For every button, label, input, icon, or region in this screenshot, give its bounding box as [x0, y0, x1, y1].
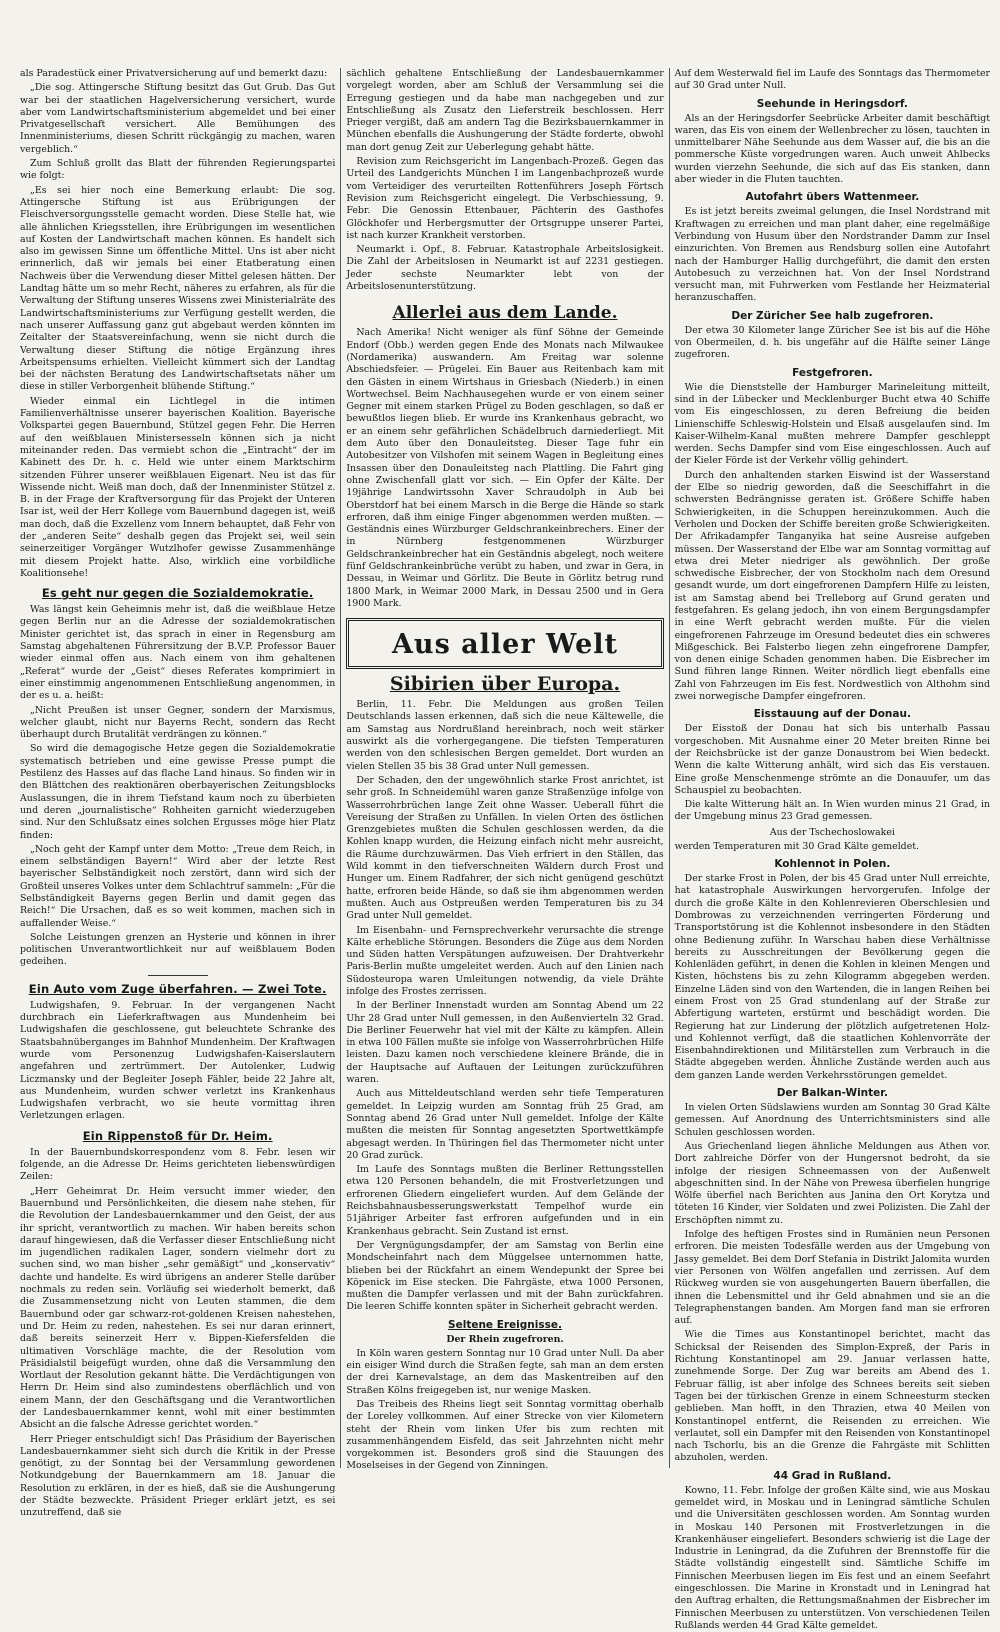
- article-subheading: Aus der Tschechoslowakei: [769, 826, 895, 838]
- paragraph: Auch aus Mitteldeutschland werden sehr tiefe Temperaturen gemeldet. In Leipzig wurden am Sonntag früh 25 Grad, am Sonntag abend 26 Grad unter Null gemeldet. Infolge der Kälte mußten die meisten für Sonntag angesetzten Sportwettkämpfe abgesagt werden. In Thüringen fiel das Thermometer nicht unter 20 Grad zurück.: [346, 1088, 664, 1161]
- article-heading: Der Züricher See halb zugefroren.: [731, 309, 934, 322]
- paragraph: Der Eisstoß der Donau hat sich bis unterhalb Passau vorgeschoben. Mit Ausnahme einer 20 Meter breiten Rinne bei der Reichsbrücke ist der ganze Donaustrom bei Wien bedeckt. Wenn die kalte Witterung anhält, wird sich das Eis verstauen. Eine große Menschenmenge strömte an die Donauufer, um das Schauspiel zu beobachten.: [674, 723, 991, 796]
- paragraph: „Nicht Preußen ist unser Gegner, sondern der Marxismus, welcher glaubt, nicht nur Bayerns Recht, sondern das Recht überhaupt durch Brutalität verdrängen zu können.“: [20, 704, 336, 741]
- article-heading: Eisstauung auf der Donau.: [753, 708, 911, 721]
- column-3: [674, 68, 991, 1631]
- paragraph: Was längst kein Geheimnis mehr ist, daß die weißblaue Hetze gegen Berlin nur an die Adresse der sozialdemokratischen Minister gerichtet ist, das sprach in einer in Regensburg am Samstag abgehaltenen Führersitzung der B.V.P. Professor Bauer wieder einmal offen aus. Nach einem von ihm gehaltenen „Referat“ wurde der „Geist“ dieses Referates komprimiert in einer einstimmig angenommenen Entschließung angenommen, in der es u. a. heißt:: [20, 604, 336, 702]
- paragraph: Herr Prieger entschuldigt sich! Das Präsidium der Bayerischen Landesbauernkammer sieht sich durch die Kritik in der Presse genötigt, zu der Sonntag bei der Versammlung gewordenen Notkundgebung der Bauernkammern am 18. Januar die Resolution zu erklären, in der es hieß, daß sie die Aushungerung der Städte bezweckte. Präsident Prieger erklärt jetzt, es sei unzutreffend, daß sie: [20, 1433, 336, 1519]
- paragraph: Kowno, 11. Febr. Infolge der großen Kälte sind, wie aus Moskau gemeldet wird, in Moskau und in Leningrad sämtliche Schulen und die Universitäten geschlossen worden. Am Sonntag wurden in Moskau 140 Personen mit Frostverletzungen in die Krankenhäuser eingeliefert. Besonders schwierig ist die Lage der Industrie in Leningrad, da die Zufuhren der Brennstoffe für die Städte vollständig eingestellt sind. Sämtliche Schiffe im Finnischen Meerbusen liegen im Eis fest und an einem Seefahrt eingeschlossen. Die Marine in Kronstadt und in Leningrad hat den Auftrag erhalten, die Rettungsmaßnahmen der Eisbrecher im Finnischen Meerbusen zu unterstützen. Von verschiedenen Teilen Rußlands werden 44 Grad Kälte gemeldet.: [674, 1484, 991, 1631]
- paragraph: „Die sog. Attingersche Stiftung besitzt das Gut Grub. Das Gut war bei der staatlichen Hagelversicherung versichert, wurde aber vom Landwirtschaftsministerium abgemeldet und bei einer Privatgesellschaft versichert. Alle Bemühungen des Innenministeriums, diesen Schritt rückgängig zu machen, waren vergeblich.“: [20, 82, 336, 155]
- paragraph: Auf dem Westerwald fiel im Laufe des Sonntags das Thermometer auf 30 Grad unter Null.: [674, 68, 991, 92]
- paragraph: werden Temperaturen mit 30 Grad Kälte gemeldet.: [674, 840, 919, 852]
- article-heading: Kohlennot in Polen.: [774, 858, 891, 871]
- paragraph: In der Bauernbundskorrespondenz vom 8. Febr. lesen wir folgende, an die Adresse Dr. Heims gerichteten liebenswürdigen Zeilen:: [20, 1146, 336, 1183]
- section-title: Allerlei aus dem Lande.: [392, 303, 618, 324]
- article-heading: Der Balkan-Winter.: [776, 1087, 888, 1100]
- paragraph: Nach Amerika! Nicht weniger als fünf Söhne der Gemeinde Endorf (Obb.) werden gegen Ende des Monats nach Milwaukee (Nordamerika) auswandern. Am Freitag war solenne Abschiedsfeier. — Prügelei. Ein Bauer aus Reitenbach kam mit den Gästen in einem Wirtshaus in Griesbach (Niederb.) in einen Wortwechsel. Beim Nachhausegehen wurde er von einem seiner Gegner mit einem starken Prügel zu Boden geschlagen, so daß er bewußtlos liegen blieb. Er wurde ins Krankenhaus gebracht, wo er an einem sehr gefährlichen Schädelbruch darniederliegt. Mit dem Auto über den Donauleitsteg. Dieser Tage fuhr ein Autobesitzer von Vilshofen mit seinem Wagen in Begleitung eines Insassen über den Donauleitsteg nach Plattling. Die Fahrt ging ohne Zwischenfall glatt vor sich. — Ein Opfer der Kälte. Der 19jährige Landwirtssohn Xaver Schraudolph in Aub bei Oberstdorf hat bei einem Marsch in die Berge die Hände so stark erfroren, daß ihm einige Finger abgenommen werden mußten. — Geständnis eines Würzburger Geldschrankeinbrechers. Einer der in Nürnberg festgenommenen Würzburger Geldschrankeinbrecher hat ein Geständnis abgelegt, noch weitere fünf Geldschrankeinbrüche verübt zu haben, und zwar in Gera, in Dessau, in Weimar und Görlitz. Die Beute in Görlitz betrug rund 1800 Mark, in Weimar 2000 Mark, in Dessau 2500 und in Gera 1900 Mark.: [346, 327, 664, 609]
- paragraph: Neumarkt i. Opf., 8. Februar. Katastrophale Arbeitslosigkeit. Die Zahl der Arbeitslosen in Neumarkt ist auf 2231 gestiegen. Jeder sechste Neumarkter lebt von der Arbeitslosenunterstützung.: [346, 244, 664, 293]
- article-heading: Sibirien über Europa.: [389, 673, 621, 696]
- article-heading: Seehunde in Heringsdorf.: [756, 97, 908, 110]
- article-heading: Seltene Ereignisse.: [448, 1318, 562, 1331]
- paragraph: Revision zum Reichsgericht im Langenbach-Prozeß. Gegen das Urteil des Landgerichts München I im Langenbachprozeß wurde vom Verteidiger des verurteilten Rottenführers Joseph Förtsch Revision zum Reichsgericht eingelegt. Die Verbschiessung, 9. Febr. Die Genossin Ettenbauer, Pächterin des Gasthofes Glöckhofer und Herbergsmutter der Ortsgruppe unserer Partei, ist nach kurzer Krankheit verstorben.: [346, 156, 664, 241]
- paragraph: Der starke Frost in Polen, der bis 45 Grad unter Null erreichte, hat katastrophale Auswirkungen hervorgerufen. Infolge der durch die große Kälte in den Kohlenrevieren Oberschlesien und Dombrowas zu verzeichnenden verringerten Förderung und Transportstörung ist die Kohlennot insbesondere in den Städten ohne Bedienung zuführ. In Warschau haben diese Verhältnisse bereits zu Ausschreitungen der Bevölkerung gegen die Kohlenläden geführt, in denen die Kohlen in kleinen Mengen und Kisten, höchstens bis zu zehn Kilogramm abgegeben werden. Einzelne Läden sind von den Wartenden, die in langen Reihen bei einem Frost von 25 Grad stundenlang auf der Straße zur Abfertigung warteten, erstürmt und beschädigt worden. Die Regierung hat zur Linderung der plötzlich aufgetretenen Holz- und Kohlennot verfügt, daß die staatlichen Kohlenvorräte der Eisenbahndirektionen und Militärstellen zum Verbrauch in die Städte abgegeben werden. Ähnliche Zustände werden auch aus dem ganzen Lande werden Verkehrsstörungen gemeldet.: [674, 873, 991, 1081]
- paragraph: als Paradestück einer Privatversicherung auf und bemerkt dazu:: [20, 68, 328, 79]
- article-heading: Autofahrt übers Wattenmeer.: [745, 191, 920, 204]
- paragraph: Ludwigshafen, 9. Februar. In der vergangenen Nacht durchbrach ein Lieferkraftwagen aus Mundenheim bei Ludwigshafen die geschlossene, gut beleuchtete Schranke des Staatsbahnüberganges im Bahnhof Mundenheim. Der Kraftwagen wurde vom Personenzug Ludwigshafen-Kaiserslautern angefahren und zertrümmert. Der Autolenker, Ludwig Liczmansky und der Begleiter Joseph Fähler, beide 22 Jahre alt, aus Mundenheim, wurden schwer verletzt ins Krankenhaus Ludwigshafen verbracht, wo sie heute vormittag ihren Verletzungen erlagen.: [20, 999, 336, 1122]
- column-rule: [340, 68, 341, 1468]
- paragraph: Infolge des heftigen Frostes sind in Rumänien neun Personen erfroren. Die meisten Todesfälle werden aus der Umgebung von Jassy gemeldet. Bei dem Dorf Stefania in Distrikt Jalomita wurden vier Personen von Wölfen angefallen und zerrissen. Auf dem Rückweg wurden sie von ausgehungerten Bauern überfallen, die ihnen die Lebensmittel und ihr Geld abnahmen und sie an die Telegraphenstangen banden. Am Morgen fand man sie erfroren auf.: [674, 1229, 991, 1327]
- paragraph: Der Vergnügungsdampfer, der am Samstag von Berlin eine Mondscheinfahrt nach dem Müggelsee unternommen hatte, blieben bei der Rückfahrt an einem Wendepunkt der Spree bei Köpenick im Eise stecken. Die Fahrgäste, etwa 1000 Personen, mußten die Dampfer verlassen und mit der Bahn zurückfahren. Die leeren Schiffe konnten später in Sicherheit gebracht werden.: [346, 1239, 664, 1313]
- paragraph: In Köln waren gestern Sonntag nur 10 Grad unter Null. Da aber ein eisiger Wind durch die Straßen fegte, sah man an dem ersten der drei Karnevalstage, an dem das Maskentreiben auf den Straßen Kölns freigegeben ist, nur wenige Masken.: [346, 1347, 664, 1396]
- article-heading: Ein Auto vom Zuge überfahren. — Zwei Tote.: [28, 981, 327, 996]
- divider: [148, 975, 208, 976]
- paragraph: Die kalte Witterung hält an. In Wien wurden minus 21 Grad, in der Umgebung minus 23 Grad gemessen.: [674, 799, 991, 823]
- paragraph: Es ist jetzt bereits zweimal gelungen, die Insel Nordstrand mit Kraftwagen zu erreichen und man plant daher, eine regelmäßige Verbindung von Husum über den Nordstrander Damm zur Insel einzurichten. Von Bremen aus Rendsburg sollen eine Autofahrt nach der Hamburger Hallig durchgeführt, die damit den ersten Autobesuch zu verzeichnen hat. Von der Insel Nordstrand versucht man, mit Fuhrwerken vom Festlande her Heizmaterial heranzuschaffen.: [674, 206, 991, 304]
- paragraph: Im Laufe des Sonntags mußten die Berliner Rettungsstellen etwa 120 Personen behandeln, die mit Frostverletzungen und erfrorenen Gliedern eingeliefert wurden. Auf dem Gelände der Reichsbahnausbesserungswerkstatt Tempelhof wurde ein 51jähriger Arbeiter fast erfroren aufgefunden und in ein Krankenhaus gebracht. Sein Zustand ist ernst.: [346, 1164, 664, 1237]
- paragraph: Wie die Times aus Konstantinopel berichtet, macht das Schicksal der Reisenden des Simplon-Expreß, der Paris in Richtung Konstantinopel am 29. Januar verlassen hatte, zunehmende Sorge. Der Zug war bereits am Abend des 1. Februar fällig, ist aber infolge des Schnees bereits seit sieben Tagen bei der türkischen Grenze in einem Schneesturm stecken geblieben. Man hofft, in den Thrazien, etwa 40 Meilen von Konstantinopel entfernt, die Reisenden zu erreichen. Wie verlautet, soll ein Dampfer mit den Reisenden von Konstantinopel nach Tschorlu, bis an die Grenze die Fahrgäste mit Schlitten abzuholen, werden.: [674, 1329, 991, 1464]
- article-heading: Festgefroren.: [792, 366, 873, 379]
- paragraph: So wird die demagogische Hetze gegen die Sozialdemokratie systematisch betrieben und eine gewisse Presse pumpt die Pestilenz des Hasses auf das flache Land hinaus. So finden wir in den Blättchen des reaktionären oberbayerischen Zeitungsblocks Auslassungen, die in ihrem Tiefstand kaum noch zu überbieten und deren „journalistische“ Rohheiten garnicht wiederzugeben sind. Nur den Schlußsatz eines solchen Ergusses möge hier Platz finden:: [20, 743, 336, 841]
- article-heading: Ein Rippenstoß für Dr. Heim.: [82, 1128, 273, 1143]
- paragraph: sächlich gehaltene Entschließung der Landesbauernkammer vorgelegt worden, aber am Schluß der Versammlung sei die Erregung gestiegen und da habe man nachgegeben und zur Entschließung als Zusatz den Lieferstreik beschlossen. Herr Prieger vergißt, daß am andern Tag die Bezirksbauernkammer in München ebenfalls die Aushungerung der Städte forderte, obwohl man dort genug Zeit zur Ueberlegung gehabt hätte.: [346, 68, 664, 153]
- column-1: [20, 68, 336, 1519]
- article-heading: Es geht nur gegen die Sozialdemokratie.: [41, 586, 314, 601]
- paragraph: Wieder einmal ein Lichtlegel in die intimen Familienverhältnisse unserer bayerischen Koalition. Bayerische Volkspartei gegen Bauernbund, Stützel gegen Fehr. Die Herren auf den weißblauen Ministersesseln können sich ja nicht miteinander reden. Das vermiebt schon die „Eintracht“ der im Kabinett des Dr. h. c. Held wie unter einem Marktschirm sitzenden Führer unserer weißblauen Eigenart. Neu ist das für Wissende nicht. Weiß man doch, daß der Innenminister Stützel z. B. in der Frage der Kraftversorgung für das Projekt der Unteren Isar ist, weil der Herr Kollege vom Bauernbund dagegen ist, weiß man doch, daß die Exzellenz vom Innern behauptet, daß Fehr von der „anderen Seite“ deshalb gegen das Projekt sei, weil sein seinerzeitiger Vorgänger Wutzlhofer gewisse Zusammenhänge mit diesem Projekt hatte. Also, wirklich eine vorbildliche Koalitionsehe!: [20, 395, 336, 579]
- paragraph: „Noch geht der Kampf unter dem Motto: „Treue dem Reich, in einem selbständigen Bayern!“ Wird aber der letzte Rest bayerischer Selbständigkeit noch zerstört, dann wird sich der Großteil unseres Volkes unter dem Schlachtruf sammeln: „Für die Selbständigkeit Bayerns gegen Berlin und damit gegen das Reich!“ Die Ursachen, daß es so weit kommen, machen sich in auffallender Weise.“: [20, 843, 336, 929]
- columns: [20, 68, 991, 1631]
- paragraph: Wie die Dienststelle der Hamburger Marineleitung mitteilt, sind in der Lübecker und Mecklenburger Bucht etwa 40 Schiffe vom Eis eingeschlossen, zu deren Befreiung die beiden Linienschiffe Schleswig-Holstein und Elsaß ausgelaufen sind. Im Kaiser-Wilhelm-Kanal mußten mehrere Dampfer geschleppt werden. Sechs Dampfer sind vom Eise eingeschlossen. Auch auf der Kieler Förde ist der Verkehr völlig gehindert.: [674, 381, 991, 467]
- paragraph: Aus Griechenland liegen ähnliche Meldungen aus Athen vor. Dort zahlreiche Dörfer von der Hungersnot bedroht, da sie infolge der riesigen Schneemassen von der Außenwelt abgeschnitten sind. In der Nähe von Prewesa überfielen hungrige Wölfe überfiel nach Berichten aus Janina den Ort Korytza und töteten 16 Kinder, vier Soldaten und zwei Polizisten. Die Zahl der Erschöpften nimmt zu.: [674, 1140, 991, 1226]
- paragraph: „Es sei hier noch eine Bemerkung erlaubt: Die sog. Attingersche Stiftung ist aus Erübrigungen der Fleischversorgungsstelle gemacht worden. Diese Stelle hat, wie alle ähnlichen Kriegsstellen, ihre Erübrigungen im wesentlichen auf Kosten der Landwirtschaft machen können. Es handelt sich also im gewissen Sinne um öffentliche Mittel. Uns ist aber nicht erinnerlich, daß wir jemals bei einer Etatberatung einen Nachweis über die Verwendung dieser Mittel gelesen hätten. Der Landtag hätte um so mehr Recht, näheres zu erfahren, als für die Verwaltung der Stiftung unseres Wissens zwei Ministerialräte des Landwirtschaftsministeriums zur Verfügung gestellt werden, die nach unserer Auffassung ganz gut abgebaut werden könnten im Zeitalter der Staatsvereinfachung, wenn sie nicht durch die Verwaltung dieser Stiftung die nötige Ergänzung ihres Arbeitspensums erhielten. Vielleicht kümmert sich der Landtag bei der nächsten Beratung des Landwirtschaftsetats näher um diese in stiller Verborgenheit blühende Stiftung.“: [20, 184, 336, 393]
- paragraph: Zum Schluß grollt das Blatt der führenden Regierungspartei wie folgt:: [20, 158, 336, 182]
- paragraph: Solche Leistungen grenzen an Hysterie und können in ihrer politischen Unverantwortlichkeit nur auf weißblauem Boden gedeihen.: [20, 931, 336, 968]
- paragraph: Das Treibeis des Rheins liegt seit Sonntag vormittag oberhalb der Loreley vollkommen. Auf einer Strecke von vier Kilometern steht der Rhein vom linken Ufer bis zum rechten mit zusammenhängendem Eisfeld, das seit Jahrzehnten nicht mehr vorgekommen ist. Besonders groß sind die Stauungen des Moselseises in der Gegend von Zinningen.: [346, 1398, 664, 1472]
- paragraph: Durch den anhaltenden starken Eiswind ist der Wasserstand der Elbe so niedrig geworden, daß die Seeschiffahrt in die schwersten Bedrängnisse geraten ist. Größere Schiffe haben Schwierigkeiten, in die Schuppen hereinzukommen. Auch die Verholen und Docken der Schiffe bereiten große Schwierigkeiten. Der Afrikadampfer Tanganyika hat seine Ausreise aufgeben müssen. Der Wasserstand der Elbe war am Sonntag vormittag auf etwa drei Meter niedriger als gewöhnlich. Der große schwedische Eisbrecher, der von Stockholm nach dem Oresund gesandt wurde, um dort eingefrorenen Dampfern Hilfe zu leisten, ist am Samstag abend bei Trelleborg auf Grund geraten und festgefahren. Es gelang jedoch, ihn von einem Bergungsdampfer in eine Werft gebracht werden mußte. Für die vielen eingefrorenen Fahrzeuge im Oresund bedeutet dies ein schweres Mißgeschick. Bei Falsterbo liegen zehn eingefrorene Dampfer, von denen einige Schaden genommen haben. Die Eisbrecher im Sund führen lange Rinnen. Weiter nördlich liegt ebenfalls eine Zahl von Fahrzeugen im Eis fest. Nordwestlich von Althohm sind zwei norwegische Dampfer eingefroren.: [674, 469, 991, 703]
- paragraph: Der etwa 30 Kilometer lange Züricher See ist bis auf die Höhe von Obermeilen, d. h. bis ungefähr auf die Hälfte seiner Länge zugefroren.: [674, 324, 991, 361]
- paragraph: „Herr Geheimrat Dr. Heim versucht immer wieder, den Bauernbund und Persönlichkeiten, die diesem nahe stehen, für die Revolution der Landesbauernkammer und den Geist, der aus ihr spricht, verantwortlich zu machen. Wir haben bereits schon darauf hingewiesen, daß die Verfasser dieser Entschließung nicht im jugendlichen radikalen Lager, sondern vielmehr dort zu suchen sind, wo man bisher „sehr gemäßigt“ und „konservativ“ dachte und handelte. Es wird übrigens an anderer Stelle darüber nochmals zu reden sein. Vorläufig sei wiederholt bemerkt, daß die Zusammensetzung nicht von Leuten stammen, die dem Bauernbund oder gar schwarz-rot-goldenen Kreisen nahestehen, und Dr. Heim zu reden, nahestehen. Es sei nur daran erinnert, daß bereits seinerzeit Herr v. Bippen-Kiefersfelden die ultimativen Vorschläge machte, die der Resolution vom Präsidialstil beigefügt wurden, ohne daß die Versammlung den Wortlaut der Resolution gekannt hätte. Die Verdächtigungen von Herrn Dr. Heim sind also zumindestens oberflächlich und von einem Mann, der den Geschäftsgang und die Verantwortlichen der Landesbauernkammer kennt, wohl mit einer bestimmten Absicht an die falsche Adresse gerichtet worden.“: [20, 1185, 336, 1431]
- article-subheading: Der Rhein zugefroren.: [446, 1333, 564, 1345]
- paragraph: In der Berliner Innenstadt wurden am Sonntag Abend um 22 Uhr 28 Grad unter Null gemessen, in den Außenvierteln 32 Grad. Die Berliner Feuerwehr hat viel mit der Kälte zu kämpfen. Allein in etwa 100 Fällen mußte sie infolge von Wasserrohrbrüchen Hilfe leisten. Dazu kamen noch verschiedene kleinere Brände, die in der Hauptsache auf Auftauen der Leitungen zurückzuführen waren.: [346, 1000, 664, 1086]
- paragraph: In vielen Orten Südslawiens wurden am Sonntag 30 Grad Kälte gemessen. Auf Anordnung des Unterrichtsministers sind alle Schulen geschlossen worden.: [674, 1102, 991, 1138]
- paragraph: Als an der Heringsdorfer Seebrücke Arbeiter damit beschäftigt waren, das Eis von einem der Wellenbrecher zu lösen, tauchten in unmittelbarer Nähe Seehunde aus dem Wasser auf, die bis an die pommersche Küste vorgedrungen waren. Auch unweit Ahlbecks wurden vierzehn Seehunde, die sich auf das Eis stanken, dann aber wieder in die Fluten tauchten.: [674, 112, 991, 186]
- paragraph: Im Eisenbahn- und Fernsprechverkehr verursachte die strenge Kälte erhebliche Störungen. Besonders die Züge aus dem Norden und Süden hatten Verspätungen aufzuweisen. Der Drahtverkehr Paris-Berlin mußte umgeleitet werden. Auch auf den Linien nach Südosteuropa waren Umleitungen notwendig, da viele Drähte infolge des Frostes zerrissen.: [346, 924, 664, 997]
- section-banner: Aus aller Welt: [346, 618, 663, 669]
- paragraph: Berlin, 11. Febr. Die Meldungen aus großen Teilen Deutschlands lassen erkennen, daß sich die neue Kältewelle, die am Samstag aus Nordrußland hereinbrach, noch weit stärker auswirkt als die vorhergegangene. Die tiefsten Temperaturen werden von den schlesischen Bergen gemeldet. Dort wurden an vielen Stellen 35 bis 38 Grad unter Null gemessen.: [346, 699, 664, 772]
- column-2: [346, 68, 664, 1472]
- article-heading: 44 Grad in Rußland.: [773, 1469, 892, 1482]
- paragraph: Der Schaden, den der ungewöhnlich starke Frost anrichtet, ist sehr groß. In Schneidemühl waren ganze Straßenzüge infolge von Wasserrohrbrüchen lange Zeit ohne Wasser. Ueberall führt die Vereisung der Straßen zu Unfällen. In vielen Orten des östlichen Grenzgebietes mußten die Schulen geschlossen werden, da die Kohlen knapp wurden, die Heizung einfach nicht mehr ausreicht, die Räume durchzuwärmen. Das Vieh erfriert in den Ställen, das Wild kommt in den tiefverschneiten Wäldern durch Frost und Hunger um. Einem Radfahrer, der sich nicht genügend geschützt hatte, erfroren beide Hände, so daß sie ihm abgenommen werden mußten. Auch aus Ostpreußen werden Temperaturen bis zu 34 Grad unter Null gemeldet.: [346, 774, 664, 922]
- column-rule: [669, 68, 670, 1468]
